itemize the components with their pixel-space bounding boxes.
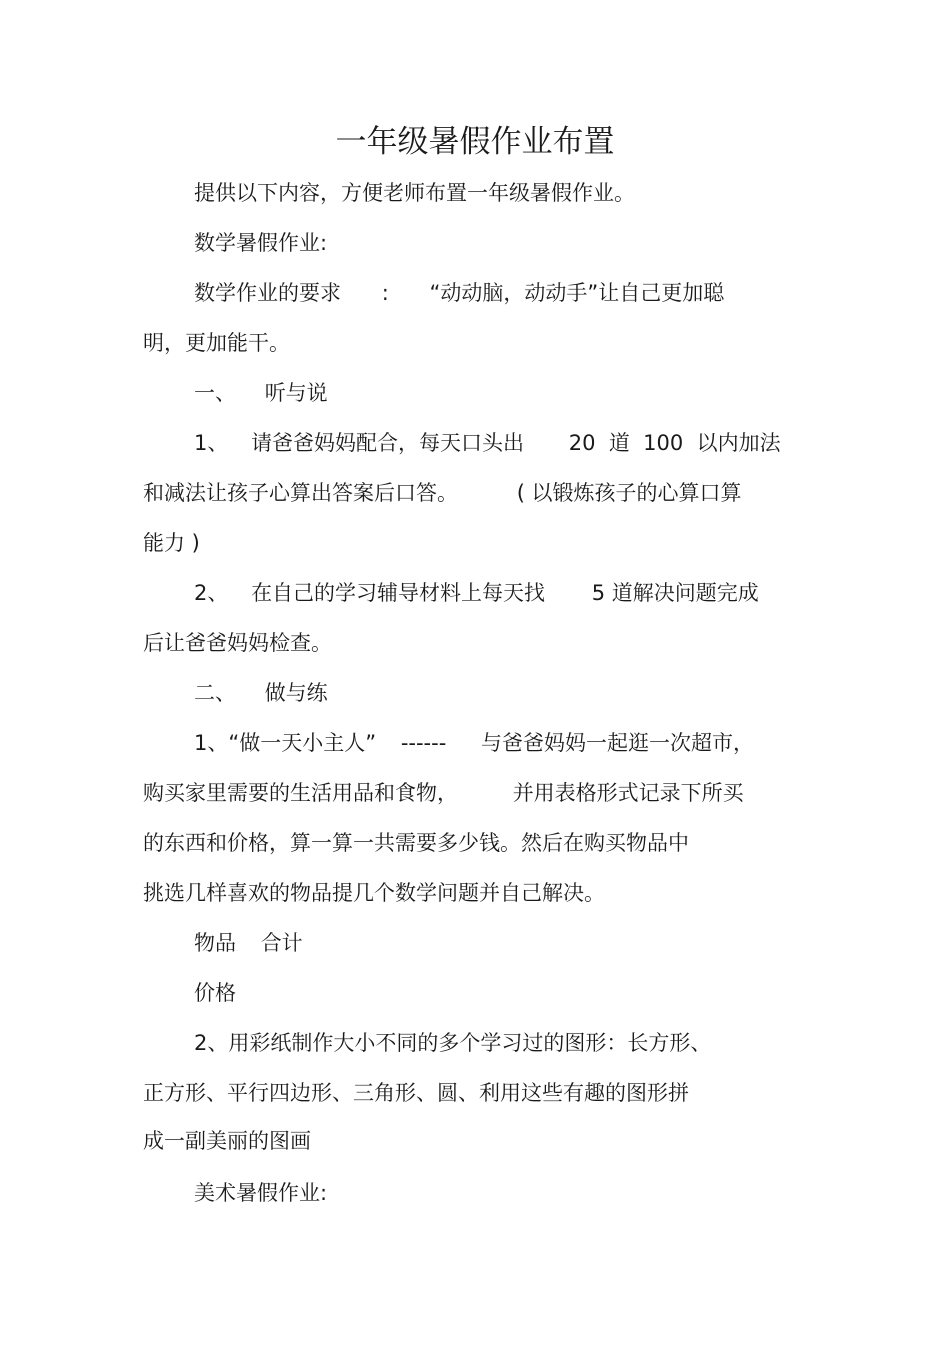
- table-header-row: [194, 928, 303, 958]
- practice-1-continuation: [143, 778, 744, 808]
- section-number: 一、: [194, 381, 236, 405]
- document-title: 一年级暑假作业布置: [335, 124, 615, 160]
- task-2-continuation: 后让爸爸妈妈检查。: [143, 631, 332, 655]
- task-1-continuation: [143, 478, 742, 508]
- text-segment: 并用表格形式记录下所买: [512, 781, 744, 805]
- section-label: 听与说: [264, 381, 328, 405]
- text-segment: 请爸爸妈妈配合，每天口头出: [251, 431, 525, 455]
- text-segment: 与爸爸妈妈一起逛一次超市，: [480, 731, 754, 755]
- art-heading: 美术暑假作业:: [194, 1181, 328, 1205]
- math-requirement-line: [194, 278, 724, 308]
- section-number: 二、: [194, 681, 236, 705]
- section-label: 做与练: [264, 681, 328, 705]
- section-two-heading: [194, 678, 328, 708]
- requirement-colon: :: [381, 281, 389, 305]
- text-segment: 20 道 100 以内加法: [568, 431, 781, 455]
- text-segment: ( 以锻炼孩子的心算口算: [516, 481, 742, 505]
- text-segment: 1、“做一天小主人”: [194, 731, 377, 755]
- text-segment: 在自己的学习辅导材料上每天找: [251, 581, 546, 605]
- table-col-total: 合计: [260, 931, 303, 955]
- practice-2-continuation-2: 成一副美丽的图画: [143, 1129, 311, 1153]
- table-price-row: 价格: [194, 981, 236, 1005]
- task-1-line: [194, 428, 781, 458]
- text-segment: ------: [400, 731, 447, 755]
- item-number: 1、: [194, 431, 229, 455]
- practice-2-continuation: 正方形、平行四边形、三角形、圆、利用这些有趣的图形拼: [143, 1081, 689, 1105]
- intro-paragraph: 提供以下内容，方便老师布置一年级暑假作业。: [194, 181, 635, 205]
- table-col-item: 物品: [194, 931, 236, 955]
- practice-2-line: 2、用彩纸制作大小不同的多个学习过的图形：长方形、: [194, 1031, 712, 1055]
- practice-1-continuation-3: 挑选几样喜欢的物品提几个数学问题并自己解决。: [143, 881, 605, 905]
- task-1-continuation-2: 能力 ): [143, 531, 200, 555]
- math-heading: 数学暑假作业:: [194, 231, 328, 255]
- task-2-line: [194, 578, 759, 608]
- requirement-motto: “动动脑，动动手”让自己更加聪: [429, 281, 725, 305]
- requirement-label: 数学作业的要求: [194, 281, 341, 305]
- math-requirement-continuation: 明，更加能干。: [143, 331, 290, 355]
- text-segment: 购买家里需要的生活用品和食物，: [143, 781, 458, 805]
- item-number: 2、: [194, 581, 229, 605]
- text-segment: 5 道解决问题完成: [591, 581, 759, 605]
- text-segment: 和减法让孩子心算出答案后口答。: [143, 481, 458, 505]
- practice-1-continuation-2: 的东西和价格，算一算一共需要多少钱。然后在购买物品中: [143, 831, 689, 855]
- section-one-heading: [194, 378, 328, 408]
- practice-1-line: [194, 728, 754, 758]
